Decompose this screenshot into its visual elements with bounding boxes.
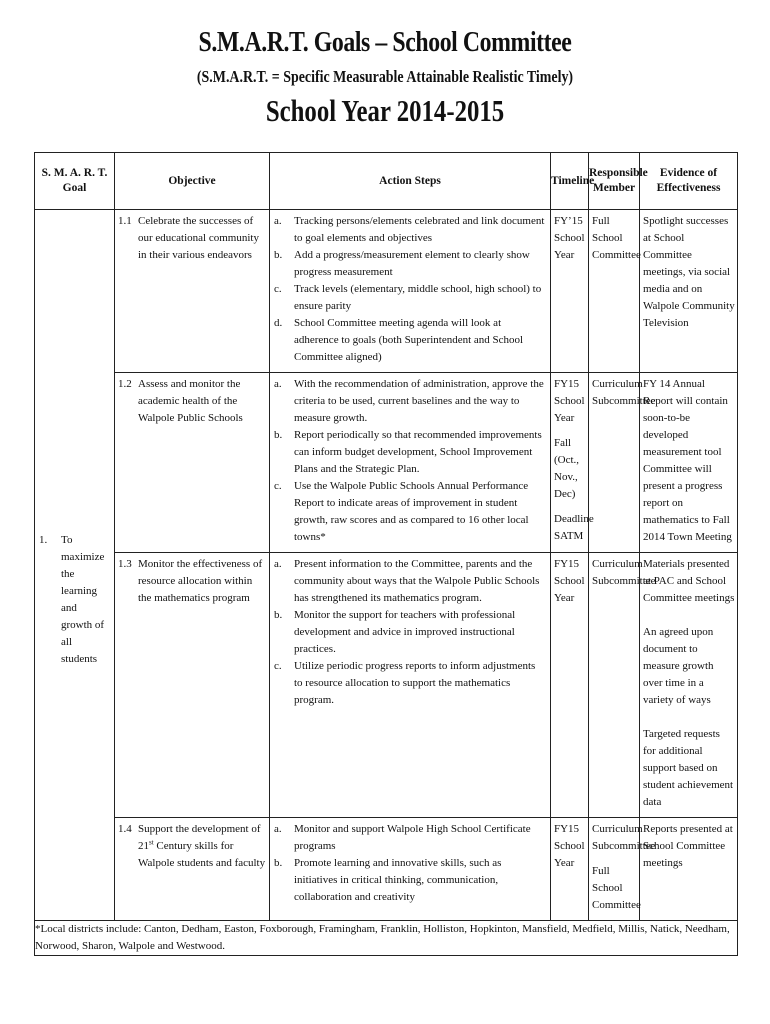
- action-steps-cell: [270, 210, 551, 373]
- objective-text-suffix: Century skills for Walpole students and faculty: [138, 840, 266, 869]
- step-letter: b.: [274, 857, 283, 869]
- objective-number: 1.1: [118, 215, 132, 227]
- step-letter: b.: [274, 249, 283, 261]
- evidence-text: Materials presented at PAC and School Committee meetings: [643, 558, 735, 604]
- action-steps-cell: [270, 553, 551, 818]
- timeline-cell: [551, 210, 589, 373]
- objective-text: Celebrate the successes of our educational community in their various endeavors: [138, 215, 259, 261]
- objective-superscript: st: [149, 838, 154, 847]
- evidence-text: Targeted requests for additional support based on student achievement data: [643, 728, 734, 808]
- step-letter: c.: [274, 480, 282, 492]
- objective-cell: [115, 210, 270, 373]
- table-row: [35, 818, 738, 921]
- step-text: With the recommendation of administration, approve the criteria to be used, current baselines and the way to measure growth.: [294, 378, 544, 424]
- step-text: Tracking persons/elements celebrated and link document to goal elements and objectives: [294, 215, 545, 244]
- objective-cell: [115, 373, 270, 553]
- header-timeline: Timeline: [551, 153, 589, 210]
- evidence-cell: [640, 373, 738, 553]
- evidence-text: Spotlight successes at School Committee meetings, via social media and on Walpole Community Television: [643, 215, 735, 329]
- footnote: *Local districts include: Canton, Dedham, Easton, Foxborough, Framingham, Franklin, Holliston, Hopkinton, Mansfield, Medfield, Millis, Natick, Needham, Norwood, Sharon, Walpole and Westwood.: [35, 921, 738, 956]
- step-text: Add a progress/measurement element to clearly show progress measurement: [294, 249, 530, 278]
- evidence-text: An agreed upon document to measure growth over time in a variety of ways: [643, 626, 714, 706]
- action-steps-cell: [270, 373, 551, 553]
- timeline-text: Fall (Oct., Nov., Dec): [554, 437, 580, 500]
- step-letter: a.: [274, 215, 282, 227]
- action-step: [274, 855, 546, 906]
- objective-number: 1.4: [118, 823, 132, 835]
- action-step: [274, 658, 546, 709]
- timeline-cell: [551, 553, 589, 818]
- step-text: School Committee meeting agenda will look at adherence to goals (both Superintendent and School Committee aligned): [294, 317, 524, 363]
- step-text: Report periodically so that recommended improvements can inform budget development, School Improvement Plans and the Strategic Plan.: [294, 429, 542, 475]
- timeline-text: FY15 School Year: [554, 823, 585, 869]
- evidence-text: Committee will present a progress report on mathematics to Fall 2014 Town Meeting: [643, 463, 732, 543]
- header-evidence: Evidence of Effectiveness: [640, 153, 738, 210]
- page-title: S.M.A.R.T. Goals – School Committee: [198, 26, 572, 58]
- responsible-cell: [589, 373, 656, 553]
- goal-cell: [35, 210, 115, 921]
- table-row: [35, 210, 738, 373]
- footnote-row: [35, 921, 738, 956]
- responsible-cell: [589, 210, 640, 373]
- timeline-text: FY15 School Year: [554, 558, 585, 604]
- header-action-steps: Action Steps: [270, 153, 551, 210]
- goal-text: To maximize the learning and growth of all students: [61, 534, 105, 665]
- goal-number: 1.: [39, 534, 48, 546]
- step-text: Track levels (elementary, middle school, high school) to ensure parity: [294, 283, 542, 312]
- timeline-text: FY’15 School Year: [554, 215, 585, 261]
- step-text: Monitor the support for teachers with professional development and advice in improved instructional practices.: [294, 609, 516, 655]
- timeline-cell: [551, 818, 589, 921]
- smart-goals-table: [34, 152, 738, 956]
- table-row: [35, 553, 738, 818]
- evidence-text: FY 14 Annual Report will contain soon-to-be developed measurement tool: [643, 378, 728, 458]
- timeline-cell: [551, 373, 594, 553]
- objective-text: Assess and monitor the academic health of the Walpole Public Schools: [138, 378, 243, 424]
- action-step: [274, 213, 546, 247]
- timeline-text: Deadline SATM: [554, 513, 594, 542]
- step-letter: c.: [274, 283, 282, 295]
- responsible-text: Curriculum Subcommittee: [592, 558, 656, 587]
- action-step: [274, 607, 546, 658]
- table-row: [35, 373, 738, 553]
- header-responsible: Responsible Member: [589, 153, 640, 210]
- objective-number: 1.3: [118, 558, 132, 570]
- action-steps-cell: [270, 818, 551, 921]
- action-step: [274, 821, 546, 855]
- action-step: [274, 478, 546, 546]
- step-text: Present information to the Committee, parents and the community about ways that the Walpole Public Schools has strengthened its mathematics program.: [294, 558, 540, 604]
- school-year-heading: School Year 2014-2015: [265, 93, 505, 128]
- step-letter: a.: [274, 378, 282, 390]
- step-letter: b.: [274, 609, 283, 621]
- action-step: [274, 556, 546, 607]
- action-step: [274, 427, 546, 478]
- objective-text: [138, 821, 267, 872]
- step-letter: d.: [274, 317, 283, 329]
- action-step: [274, 376, 546, 427]
- step-text: Promote learning and innovative skills, such as initiatives in critical thinking, communication, collaboration and creativity: [294, 857, 502, 903]
- objective-cell: [115, 553, 270, 818]
- evidence-text: Reports presented at School Committee meetings: [643, 823, 733, 869]
- responsible-text: Full School Committee: [592, 865, 641, 911]
- responsible-cell: [589, 553, 656, 818]
- step-letter: c.: [274, 660, 282, 672]
- evidence-cell: [640, 210, 738, 373]
- action-step: [274, 315, 546, 366]
- responsible-text: Full School Committee: [592, 215, 641, 261]
- timeline-text: FY15 School Year: [554, 378, 585, 424]
- objective-text: Monitor the effectiveness of resource allocation within the mathematics program: [138, 558, 263, 604]
- step-letter: a.: [274, 558, 282, 570]
- header-objective: Objective: [115, 153, 270, 210]
- header-goal: S. M. A. R. T. Goal: [35, 153, 115, 210]
- objective-number: 1.2: [118, 378, 132, 390]
- page-subtitle: (S.M.A.R.T. = Specific Measurable Attainable Realistic Timely): [196, 67, 574, 86]
- step-text: Utilize periodic progress reports to inform adjustments to resource allocation to support the mathematics program.: [294, 660, 536, 706]
- responsible-text: Curriculum Subcommittee: [592, 823, 656, 852]
- evidence-cell: [640, 818, 738, 921]
- table-header-row: [35, 153, 738, 210]
- action-step: [274, 247, 546, 281]
- evidence-cell: [640, 553, 738, 818]
- responsible-cell: [589, 818, 656, 921]
- responsible-text: Curriculum Subcommittee: [592, 378, 656, 407]
- objective-text-prefix: Support the development of 21: [138, 823, 261, 852]
- action-step: [274, 281, 546, 315]
- objective-cell: [115, 818, 270, 921]
- step-text: Use the Walpole Public Schools Annual Performance Report to indicate areas of improvement in student growth, raw scores and as compared to 16 other local towns*: [294, 480, 529, 543]
- step-letter: b.: [274, 429, 283, 441]
- step-text: Monitor and support Walpole High School Certificate programs: [294, 823, 531, 852]
- step-letter: a.: [274, 823, 282, 835]
